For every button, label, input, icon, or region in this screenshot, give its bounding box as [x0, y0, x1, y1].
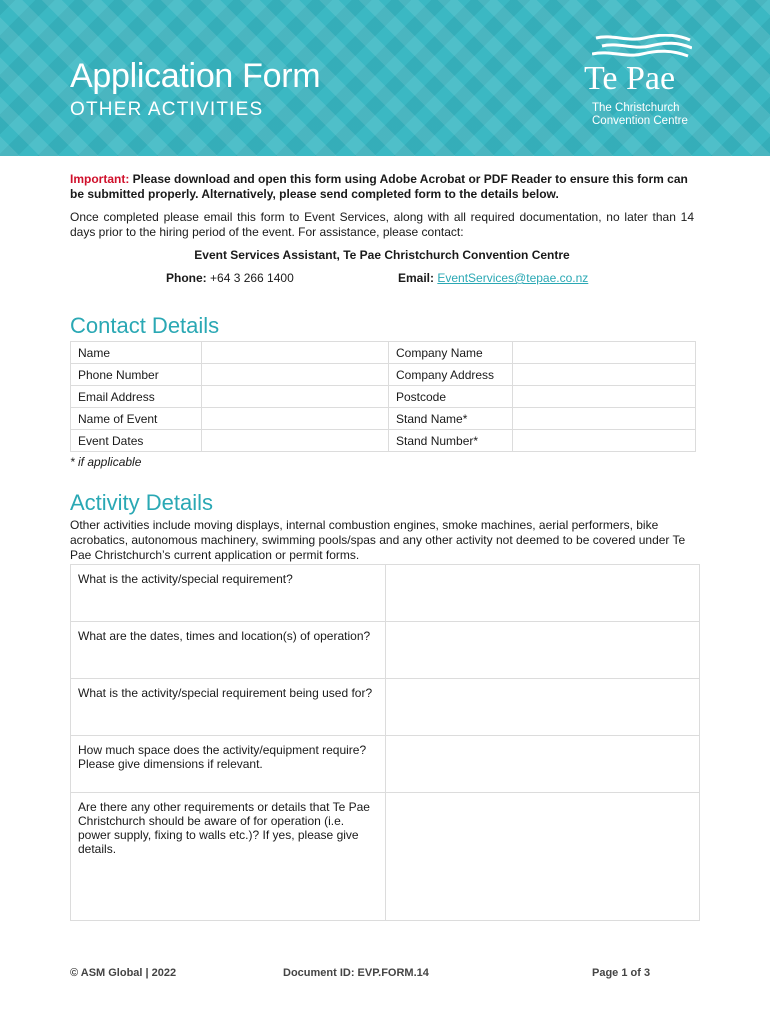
contact-heading: Event Services Assistant, Te Pae Christchurch Convention Centre	[194, 248, 570, 262]
stand-name-field[interactable]	[513, 408, 696, 430]
activity-details-table	[70, 564, 700, 921]
postcode-field[interactable]	[513, 386, 696, 408]
contact-details-title: Contact Details	[70, 313, 220, 338]
applicable-note: * if applicable	[70, 455, 142, 469]
field-label-stand-name: Stand Name*	[389, 408, 513, 430]
name-of-event-field[interactable]	[202, 408, 389, 430]
important-text: Please download and open this form using Adobe Acrobat or PDF Reader to ensure this form can be submitted properly. Alternatively, please send completed form to the details below.	[70, 172, 688, 201]
question-activity: What is the activity/special requirement?	[71, 565, 386, 622]
question-space-required: How much space does the activity/equipment require? Please give dimensions if relevant.	[71, 736, 386, 793]
answer-activity-field[interactable]	[386, 565, 700, 622]
table-row	[71, 386, 696, 408]
table-row	[71, 736, 700, 793]
answer-dates-times-location-field[interactable]	[386, 622, 700, 679]
email-label: Email:	[398, 271, 435, 285]
table-row	[71, 364, 696, 386]
activity-details-title: Activity Details	[70, 490, 214, 515]
important-label: Important:	[70, 172, 130, 186]
field-label-company-name: Company Name	[389, 342, 513, 364]
stand-number-field[interactable]	[513, 430, 696, 452]
logo-tagline-line1: The Christchurch	[592, 102, 680, 114]
logo-name: Te Pae	[584, 60, 676, 97]
table-row	[71, 679, 700, 736]
table-row	[71, 793, 700, 921]
table-row	[71, 342, 696, 364]
important-notice	[70, 172, 694, 202]
footer-copyright: © ASM Global | 2022	[70, 967, 177, 979]
field-label-phone-number: Phone Number	[71, 364, 202, 386]
company-address-field[interactable]	[513, 364, 696, 386]
question-other-requirements: Are there any other requirements or details that Te Pae Christchurch should be aware of for operation (i.e. power supply, fixing to walls etc.)? If yes, please give details.	[71, 793, 386, 921]
logo-tagline	[592, 102, 688, 128]
table-row	[71, 430, 696, 452]
footer-document-id: Document ID: EVP.FORM.14	[283, 967, 429, 979]
footer-page-number: Page 1 of 3	[592, 967, 651, 979]
table-row	[71, 622, 700, 679]
activity-intro: Other activities include moving displays, internal combustion engines, smoke machines, aerial performers, bike acrobatics, autonomous machinery, swimming pools/spas and any other activity not deemed to be covered under Te Pae Christchurch’s current application or permit forms.	[70, 518, 686, 562]
table-row	[71, 565, 700, 622]
name-field[interactable]	[202, 342, 389, 364]
field-label-name: Name	[71, 342, 202, 364]
phone-number-field[interactable]	[202, 364, 389, 386]
page-title: Application Form	[70, 57, 321, 95]
email-link[interactable]: EventServices@tepae.co.nz	[437, 271, 589, 285]
table-row	[71, 408, 696, 430]
answer-other-requirements-field[interactable]	[386, 793, 700, 921]
submission-instructions: Once completed please email this form to Event Services, along with all required documentation, no later than 14 days prior to the hiring period of the event. For assistance, please contact:	[70, 210, 694, 239]
company-name-field[interactable]	[513, 342, 696, 364]
field-label-company-address: Company Address	[389, 364, 513, 386]
te-pae-logo	[584, 34, 714, 134]
email-address-field[interactable]	[202, 386, 389, 408]
answer-usage-field[interactable]	[386, 679, 700, 736]
event-dates-field[interactable]	[202, 430, 389, 452]
page-subtitle: OTHER ACTIVITIES	[70, 99, 264, 120]
field-label-email-address: Email Address	[71, 386, 202, 408]
header-banner	[0, 0, 770, 156]
field-label-postcode: Postcode	[389, 386, 513, 408]
contact-details-table	[70, 341, 696, 452]
phone-label: Phone:	[166, 271, 207, 285]
question-dates-times-location: What are the dates, times and location(s) of operation?	[71, 622, 386, 679]
phone-line	[166, 271, 294, 286]
field-label-stand-number: Stand Number*	[389, 430, 513, 452]
field-label-event-dates: Event Dates	[71, 430, 202, 452]
logo-tagline-line2: Convention Centre	[592, 115, 688, 127]
field-label-name-of-event: Name of Event	[71, 408, 202, 430]
answer-space-required-field[interactable]	[386, 736, 700, 793]
phone-value: +64 3 266 1400	[206, 271, 294, 285]
question-usage: What is the activity/special requirement being used for?	[71, 679, 386, 736]
waves-icon	[592, 34, 692, 60]
email-line	[398, 271, 588, 286]
